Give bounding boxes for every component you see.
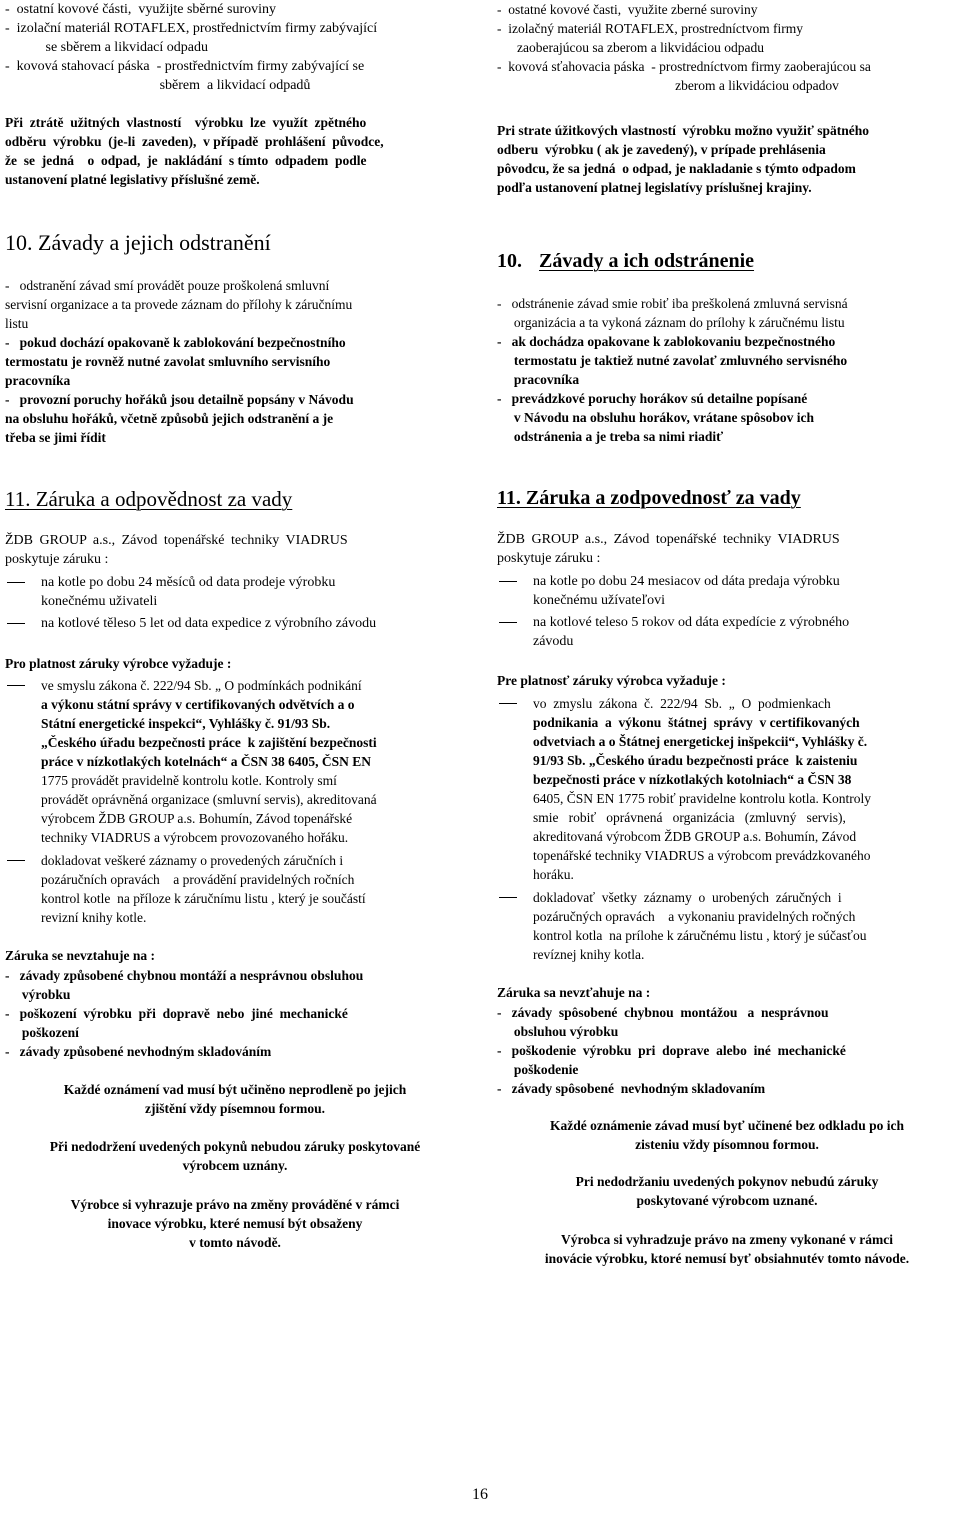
paragraph-line: pôvodcu, že sa jedná o odpad, je nakladanie s týmto odpadom: [497, 161, 856, 176]
exclusion-line: - závady způsobené chybnou montáží a nesprávnou obsluhou: [5, 968, 364, 983]
warranty-terms: [497, 572, 957, 651]
exclusion-line: obsluhou výrobku: [497, 1024, 619, 1039]
requirement-item: vo zmyslu zákona č. 222/94 Sb. „ O podmienkach podnikania a výkonu štátnej správy v certifikovaných odvetviach a o Štátnej energetickej inšpekcii“, Vyhlášky č. 91/93 Sb. „Českého úradu bezpečnosti práce k zaisteniu bezpečnosti práce v nízkotlakých kotolniach“ a ČSN 38 6405, ČSN EN 1775 robiť pravidelne kontrolu kotla. Kontroly smie robiť oprávnená organizácia (zmluvný servis), akreditovaná výrobcom ŽDB GROUP a.s. Bohumín, Závod topenářské techniky VIADRUS a výrobcom prevádzkovaného horáku.: [497, 694, 957, 884]
body-line: v Návodu na obsluhu horákov, vrátane spôsobov ich: [497, 410, 814, 425]
paragraph-line: podľa ustanovení platnej legislatívy príslušnej krajiny.: [497, 180, 812, 195]
exclusions-heading: Záruka se nevztahuje na :: [5, 948, 156, 963]
paragraph-line: odberu výrobku ( ak je zavedený), v prípade prehlásenia: [497, 142, 826, 157]
notice-changes: Výrobca si vyhradzuje právo na zmeny vykonané v rámci inovácie výrobku, ktoré nemusí byť obsiahnutév tomto návode.: [544, 1232, 910, 1266]
requirements-list: [497, 694, 957, 964]
exclusion-line: výrobku: [5, 987, 71, 1002]
section-10-heading: 10. Závady a jejich odstranění: [5, 230, 271, 255]
body-line: - odstránenie závad smie robiť iba preškolená zmluvná servisná: [497, 296, 848, 311]
body-line: listu: [5, 316, 29, 331]
exclusion-line: - poškození výrobku při dopravě nebo jiné mechanické: [5, 1006, 348, 1021]
product-loss-paragraph: [5, 113, 465, 189]
waste-line: - kovová sťahovacia páska - prostredníctvom firmy zaoberajúcou sa: [497, 59, 871, 74]
waste-line: se sběrem a likvidací odpadu: [35, 40, 209, 55]
section-10-body: [497, 294, 957, 446]
requirements-heading: Pre platnosť záruky výrobca vyžaduje :: [497, 673, 726, 688]
exclusion-line: poškození: [5, 1025, 79, 1040]
page-number: 16: [472, 1486, 488, 1503]
warranty-term: na kotlové teleso 5 rokov od dáta expedície z výrobného závodu: [497, 613, 957, 651]
exclusion-line: - závady způsobené nevhodným skladováním: [5, 1044, 272, 1059]
requirements-list: [5, 676, 465, 927]
paragraph-line: že se jedná o odpad, je nakládání s tímto odpadem podle: [5, 153, 367, 168]
product-loss-paragraph: [497, 121, 957, 197]
warranty-provides: poskytuje záruku :: [497, 551, 601, 566]
warranty-terms: [5, 573, 465, 633]
paragraph-line: Pri strate úžitkových vlastností výrobku možno využiť spätného: [497, 123, 870, 138]
exclusions-list: [497, 1003, 957, 1098]
requirements-heading: Pro platnost záruky výrobce vyžaduje :: [5, 656, 232, 671]
waste-line: zberom a likvidáciou odpadov: [675, 78, 839, 93]
body-line: - ak dochádza opakovane k zablokovaniu bezpečnostného: [497, 334, 836, 349]
paragraph-line: ustanovení platné legislativy příslušné země.: [5, 172, 260, 187]
section-10-body: [5, 276, 465, 447]
exclusions-heading: Záruka sa nevzťahuje na :: [497, 985, 651, 1000]
warranty-term: na kotle po dobu 24 měsíců od data prodeje výrobku konečnému uživateli: [5, 573, 465, 611]
warranty-term: na kotlové těleso 5 let od data expedice z výrobního závodu: [5, 614, 465, 633]
notice-defects: Každé oznámenie závad musí byť učinené bez odkladu po ich zisteniu vždy písomnou formou.: [550, 1118, 904, 1152]
warranty-intro: [497, 530, 957, 568]
section-10-title: Závady a ich odstránenie: [539, 250, 755, 272]
body-line: pracovníka: [5, 373, 71, 388]
exclusion-line: poškodenie: [497, 1062, 579, 1077]
waste-line: sběrem a likvidací odpadů: [159, 78, 311, 93]
notice-noncompliance: Při nedodržení uvedených pokynů nebudou záruky poskytované výrobcem uznány.: [49, 1139, 421, 1173]
body-line: - pokud dochází opakovaně k zablokování bezpečnostního: [5, 335, 346, 350]
body-line: třeba se jimi řídit: [5, 430, 106, 445]
section-10-number: 10.: [497, 250, 522, 272]
body-line: organizácia a ta vykoná záznam do prílohy k záručnému listu: [497, 315, 845, 330]
waste-disposal-list: [5, 0, 465, 95]
warranty-intro: [5, 531, 465, 569]
section-11-heading: 11. Záruka a odpovědnost za vady: [5, 487, 293, 511]
requirement-item: ve smyslu zákona č. 222/94 Sb. „ O podmínkách podnikání a výkonu státní správy v certifikovaných odvětvích a o Státní energetické inspekci“, Vyhlášky č. 91/93 Sb. „Českého úřadu bezpečnosti práce k zajištění bezpečnosti práce v nízkotlakých kotelnách“ a ČSN 38 6405, ČSN EN 1775 provádět pravidelně kontrolu kotle. Kontroly smí provádět oprávněná organizace (smluvní servis), akreditovaná výrobcem ŽDB GROUP a.s. Bohumín, Závod topenářské techniky VIADRUS a výrobcem provozovaného hořáku.: [5, 676, 465, 847]
notice-noncompliance: Pri nedodržaniu uvedených pokynov nebudú záruky poskytované výrobcom uznané.: [575, 1174, 879, 1208]
notice-changes: Výrobce si vyhrazuje právo na změny prováděné v rámci inovace výrobku, které nemusí být obsaženy v tomto návodě.: [70, 1197, 400, 1250]
waste-line: zaoberajúcou sa zberom a likvidáciou odpadu: [517, 40, 765, 55]
body-line: - odstranění závad smí provádět pouze proškolená smluvní: [5, 278, 330, 293]
section-10-heading: [497, 248, 957, 274]
waste-line: - izolačný materiál ROTAFLEX, prostredníctvom firmy: [497, 21, 803, 36]
waste-line: - izolační materiál ROTAFLEX, prostřednictvím firmy zabývající: [5, 21, 378, 36]
exclusion-line: - závady spôsobené chybnou montážou a nesprávnou: [497, 1005, 829, 1020]
requirement-item: dokladovať všetky záznamy o urobených záručných i pozáručných opravách a vykonaniu pravidelných ročných kontrol kotla na prílohe k záručnému listu , ktorý je súčasťou revíznej knihy kotla.: [497, 888, 957, 964]
body-line: termostatu je taktiež nutné zavolať zmluvného servisného: [497, 353, 848, 368]
warranty-provides: poskytuje záruku :: [5, 552, 109, 567]
paragraph-line: odběru výrobku (je-li zaveden), v případě prohlášení původce,: [5, 134, 384, 149]
warranty-provider: ŽDB GROUP a.s., Závod topenářské techniky VIADRUS: [497, 532, 840, 547]
waste-line: - kovová stahovací páska - prostřednictvím firmy zabývající se: [5, 59, 365, 74]
exclusion-line: - poškodenie výrobku pri doprave alebo iné mechanické: [497, 1043, 846, 1058]
waste-disposal-list: [497, 0, 957, 95]
notice-defects: Každé oznámení vad musí být učiněno neprodleně po jejich zjištění vždy písemnou formou.: [63, 1082, 407, 1116]
body-line: servisní organizace a ta provede záznam do přílohy k záručnímu: [5, 297, 353, 312]
exclusion-line: - závady spôsobené nevhodným skladovaním: [497, 1081, 766, 1096]
body-line: termostatu je rovněž nutné zavolat smluvního servisního: [5, 354, 331, 369]
body-line: - provozní poruchy hořáků jsou detailně popsány v Návodu: [5, 392, 354, 407]
section-11-heading: 11. Záruka a zodpovednosť za vady: [497, 487, 801, 509]
warranty-term: na kotle po dobu 24 mesiacov od dáta predaja výrobku konečnému užívateľovi: [497, 572, 957, 610]
body-line: na obsluhu hořáků, včetně způsobů jejich odstranění a je: [5, 411, 334, 426]
body-line: odstránenia a je treba sa nimi riadiť: [497, 429, 724, 444]
paragraph-line: Při ztrátě užitných vlastností výrobku lze využít zpětného: [5, 115, 367, 130]
body-line: - prevádzkové poruchy horákov sú detailne popísané: [497, 391, 808, 406]
waste-line: - ostatné kovové časti, využite zberné suroviny: [497, 2, 758, 17]
waste-line: - ostatní kovové části, využijte sběrné suroviny: [5, 2, 276, 17]
requirement-item: dokladovat veškeré záznamy o provedených záručních i pozáručních opravách a provádění pravidelných ročních kontrol kotle na příloze k záručnímu listu , který je součástí revizní knihy kotle.: [5, 851, 465, 927]
body-line: pracovníka: [497, 372, 580, 387]
warranty-provider: ŽDB GROUP a.s., Závod topenářské techniky VIADRUS: [5, 533, 348, 548]
exclusions-list: [5, 966, 465, 1061]
